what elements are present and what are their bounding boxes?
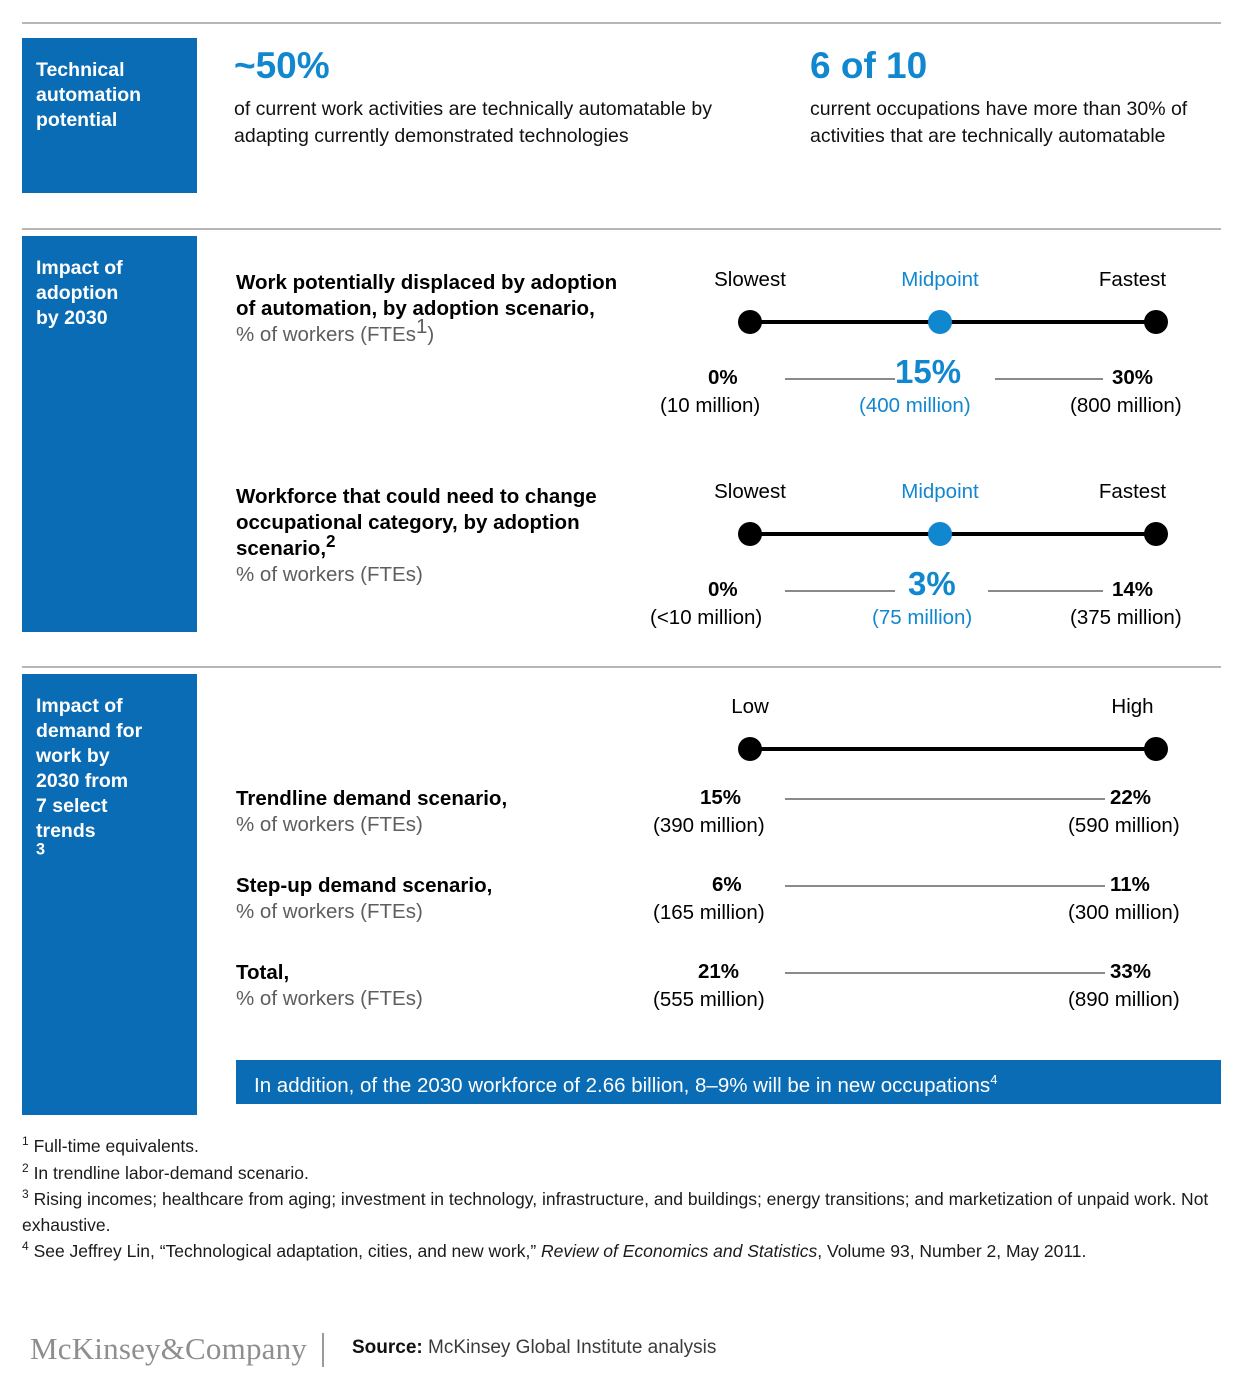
section-band-technical-automation	[22, 38, 197, 193]
row-label-displaced	[236, 270, 636, 348]
marker-fastest	[1144, 310, 1168, 334]
band-line-text: trends	[36, 820, 96, 842]
source-line	[352, 1337, 716, 1359]
band-sup: 3	[36, 840, 46, 859]
marker-midpoint	[928, 522, 952, 546]
value-high: 22%	[1110, 786, 1152, 809]
stat-description: current occupations have more than 30% of activities that are technically automatable	[810, 98, 1188, 147]
row-label-total	[236, 960, 636, 1012]
values-total	[640, 960, 1230, 1020]
footnote-text: In trendline labor-demand scenario.	[33, 1162, 309, 1183]
dumbbell-chart-displaced	[640, 268, 1230, 428]
stat-figure: ~50%	[234, 45, 330, 86]
subvalue-fastest: (375 million)	[1070, 606, 1182, 629]
marker-slowest	[738, 522, 762, 546]
values-stepup	[640, 873, 1230, 933]
value-midpoint: 15%	[895, 353, 962, 390]
footer-divider	[322, 1333, 324, 1367]
values-trendline	[640, 786, 1230, 846]
row-label-occupational-change	[236, 484, 646, 588]
band-line: Technical	[36, 59, 125, 81]
track-bar	[750, 747, 1156, 751]
scenario-label-low: Low	[731, 695, 769, 718]
section-band-impact-demand	[22, 674, 197, 1115]
row-label-stepup	[236, 873, 636, 925]
footnote-text: Full-time equivalents.	[33, 1136, 199, 1156]
footnote-text: See Jeffrey Lin, “Technological adaptation, cities, and new work,”	[33, 1241, 542, 1261]
scenario-label-high: High	[1111, 695, 1154, 718]
row-subtitle: % of workers (FTEs)	[236, 987, 423, 1010]
track-bar	[750, 320, 1156, 324]
row-title: Step-up demand scenario,	[236, 874, 493, 897]
source-text: McKinsey Global Institute analysis	[428, 1337, 717, 1358]
footnote-marker: 1	[22, 1134, 29, 1149]
dumbbell-track	[640, 522, 1230, 548]
marker-slowest	[738, 310, 762, 334]
value-low: 6%	[712, 873, 742, 896]
subvalue-low: (165 million)	[653, 901, 765, 924]
value-low: 15%	[700, 786, 742, 809]
callout-sup: 4	[990, 1072, 998, 1088]
footnote-text-tail: , Volume 93, Number 2, May 2011.	[817, 1241, 1087, 1261]
scenario-label-midpoint: Midpoint	[901, 268, 979, 291]
connector-line	[785, 885, 1105, 887]
band-line: 2030 from	[36, 770, 129, 792]
source-label: Source:	[352, 1337, 423, 1358]
band-line: automation	[36, 84, 142, 106]
subvalue-slowest: (10 million)	[660, 394, 761, 417]
row-title: Trendline demand scenario,	[236, 787, 508, 810]
row-subtitle: % of workers (FTEs)	[236, 563, 423, 586]
footnote-marker: 4	[22, 1239, 29, 1254]
dumbbell-chart-occupational-change	[640, 480, 1230, 640]
dumbbell-track	[640, 737, 1230, 763]
marker-high	[1144, 737, 1168, 761]
stat-block-automatable	[234, 45, 734, 149]
marker-midpoint	[928, 310, 952, 334]
scenario-label-midpoint: Midpoint	[901, 480, 979, 503]
value-high: 11%	[1110, 873, 1150, 896]
row-subtitle: % of workers (FTEs)	[236, 900, 423, 923]
connector-line	[785, 798, 1105, 800]
subvalue-slowest: (<10 million)	[650, 606, 763, 629]
marker-low	[738, 737, 762, 761]
value-slowest: 0%	[708, 578, 738, 601]
row-title-sup: 2	[326, 532, 336, 552]
band-line: demand for	[36, 720, 143, 742]
track-bar	[750, 532, 1156, 536]
subvalue-midpoint: (75 million)	[872, 606, 973, 629]
row-subtitle: % of workers (FTEs)	[236, 813, 423, 836]
row-title: Total,	[236, 961, 290, 984]
callout-text: In addition, of the 2030 workforce of 2.66 billion, 8–9% will be in new occupations	[254, 1074, 991, 1097]
connector-line-left	[785, 590, 895, 592]
subvalue-fastest: (800 million)	[1070, 394, 1182, 417]
marker-fastest	[1144, 522, 1168, 546]
scenario-label-fastest: Fastest	[1098, 268, 1167, 291]
footnotes	[22, 1134, 1222, 1266]
band-line: Impact of	[36, 695, 123, 717]
stat-block-occupations	[810, 45, 1220, 149]
footnote-3	[22, 1187, 1222, 1238]
row-label-trendline	[236, 786, 636, 838]
scenario-label-fastest: Fastest	[1098, 480, 1167, 503]
subvalue-high: (890 million)	[1068, 988, 1180, 1011]
divider-section3	[22, 666, 1221, 668]
band-line: potential	[36, 109, 118, 131]
band-line: by 2030	[36, 307, 108, 329]
band-line: work by	[36, 745, 110, 767]
footnote-marker: 3	[22, 1187, 29, 1202]
stat-figure: 6 of 10	[810, 45, 928, 86]
row-subtitle-tail: )	[427, 323, 435, 346]
connector-line-left	[785, 378, 895, 380]
band-line: Impact of	[36, 257, 123, 279]
row-subtitle: % of workers (FTEs	[236, 323, 416, 346]
footnote-1	[22, 1134, 1222, 1160]
connector-line-right	[988, 590, 1103, 592]
row-title: Workforce that could need to change occupational category, by adoption scenario,	[236, 485, 597, 560]
footnote-marker: 2	[22, 1160, 29, 1175]
band-line: adoption	[36, 282, 119, 304]
value-fastest: 14%	[1112, 578, 1154, 601]
subvalue-high: (300 million)	[1068, 901, 1180, 924]
value-high: 33%	[1110, 960, 1152, 983]
footnote-italic: Review of Economics and Statistics	[541, 1241, 818, 1261]
value-low: 21%	[698, 960, 740, 983]
subvalue-midpoint: (400 million)	[859, 394, 971, 417]
stat-description: of current work activities are technically automatable by adapting currently demonstrated technologies	[234, 98, 712, 147]
band-line: 7 select	[36, 795, 108, 817]
mckinsey-logo: McKinsey&Company	[30, 1331, 308, 1366]
value-slowest: 0%	[708, 366, 738, 389]
divider-top	[22, 22, 1221, 24]
band-line	[36, 819, 183, 869]
callout-new-occupations	[236, 1060, 1221, 1104]
scenario-label-slowest: Slowest	[714, 480, 786, 503]
section-band-impact-adoption	[22, 236, 197, 632]
subvalue-low: (555 million)	[653, 988, 765, 1011]
connector-line	[785, 972, 1105, 974]
subvalue-high: (590 million)	[1068, 814, 1180, 837]
subvalue-low: (390 million)	[653, 814, 765, 837]
source-bar	[22, 1331, 1221, 1377]
footnote-text: Rising incomes; healthcare from aging; investment in technology, infrastructure, and buildings; energy transitions; and marketization of unpaid work. Not exhaustive.	[22, 1189, 1209, 1235]
scenario-label-slowest: Slowest	[714, 268, 786, 291]
value-midpoint: 3%	[908, 565, 956, 602]
divider-section2	[22, 228, 1221, 230]
dumbbell-chart-demand-header	[640, 695, 1230, 785]
footnote-4	[22, 1239, 1222, 1265]
footnote-2	[22, 1161, 1222, 1187]
value-fastest: 30%	[1112, 366, 1154, 389]
dumbbell-track	[640, 310, 1230, 336]
row-subtitle-sup: 1	[415, 315, 428, 339]
row-title: Work potentially displaced by adoption of automation, by adoption scenario,	[236, 271, 618, 320]
connector-line-right	[995, 378, 1103, 380]
